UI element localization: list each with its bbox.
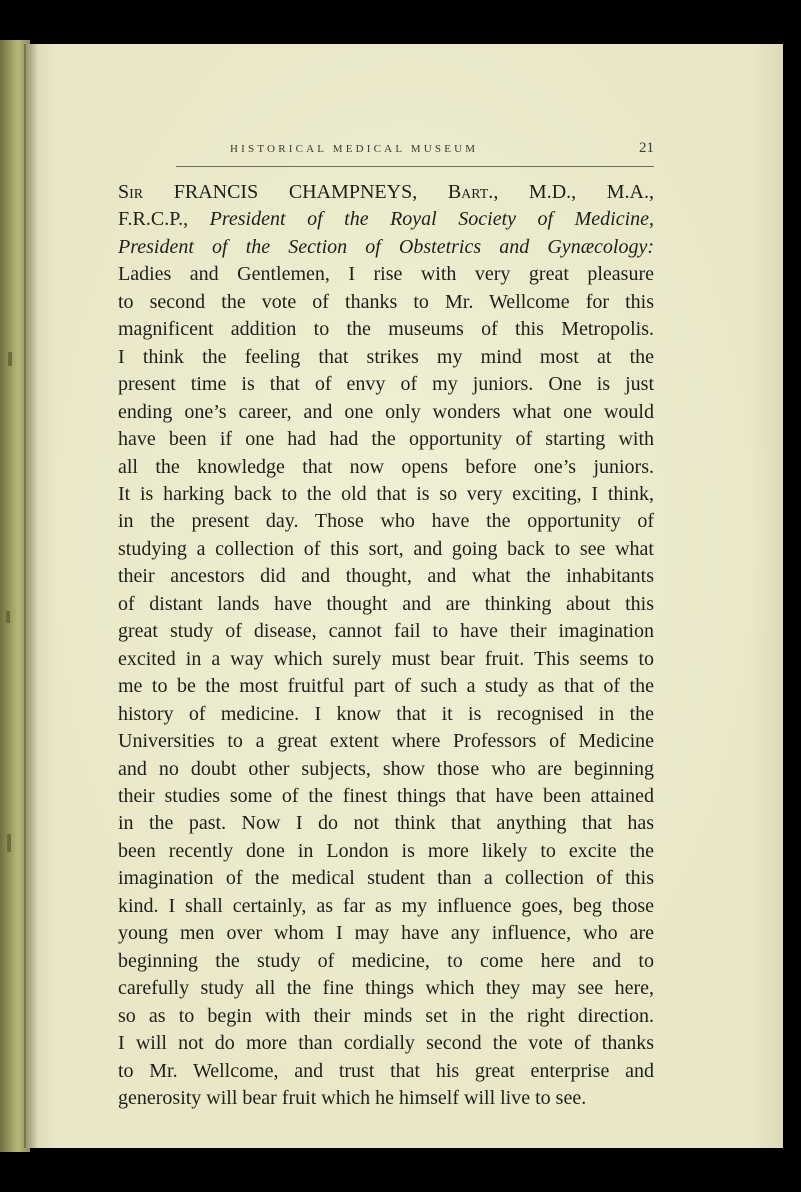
text-line	[118, 591, 654, 618]
text-line	[118, 344, 654, 371]
text-line	[118, 234, 654, 261]
text-run: F.R.C.P.,	[118, 208, 210, 231]
text-line	[118, 563, 654, 590]
text-run: generosity will bear fruit which he himself will live to see.	[118, 1086, 587, 1109]
text-run: their ancestors did and thought, and what the inhabitants	[118, 565, 654, 588]
text-line	[118, 426, 654, 453]
text-run: studying a collection of this sort, and going back to see what	[118, 537, 654, 560]
text-run: so as to begin with their minds set in the right direction.	[118, 1004, 654, 1027]
text-run: beginning the study of medicine, to come here and to	[118, 949, 654, 972]
text-line	[118, 508, 654, 535]
text-run: great study of disease, cannot fail to have their imagination	[118, 620, 654, 643]
text-run: Universities to a great extent where Professors of Medicine	[118, 730, 654, 753]
text-line	[118, 948, 654, 975]
text-line	[118, 618, 654, 645]
margin-mark	[8, 352, 12, 366]
text-line	[118, 536, 654, 563]
text-run: , M.D., M.A.,	[493, 181, 654, 203]
text-line	[118, 756, 654, 783]
text-run: in the past. Now I do not think that anything that has	[118, 812, 654, 835]
text-line	[118, 289, 654, 316]
text-run: of distant lands have thought and are thinking about this	[118, 592, 654, 615]
body-text	[118, 179, 654, 1112]
text-run: FRANCIS CHAMPNEYS,	[143, 181, 448, 203]
text-run: and no doubt other subjects, show those who are beginning	[118, 757, 654, 780]
page-number: 21	[639, 140, 654, 156]
italic-text: President of the Section of Obstetrics and Gynæcology:	[118, 235, 654, 258]
text-run: ,	[649, 208, 655, 231]
text-run: It is harking back to the old that is so very exciting, I think,	[118, 482, 654, 505]
text-line	[118, 481, 654, 508]
small-caps-text: Sir	[118, 181, 144, 203]
text-run: their studies some of the finest things that have been attained	[118, 784, 654, 807]
text-line	[118, 1085, 654, 1112]
header-rule	[176, 166, 654, 167]
text-run: have been if one had had the opportunity of starting with	[118, 428, 654, 451]
margin-mark	[6, 611, 10, 623]
text-run: magnificent addition to the museums of this Metropolis.	[118, 318, 654, 341]
text-run: present time is that of envy of my juniors. One is just	[118, 373, 654, 396]
page-gutter-shadow	[24, 44, 38, 1148]
text-line	[118, 261, 654, 288]
text-line	[118, 179, 654, 206]
text-line	[118, 454, 654, 481]
text-run: kind. I shall certainly, as far as my influence goes, beg those	[118, 894, 654, 917]
text-line	[118, 673, 654, 700]
text-run: me to be the most fruitful part of such a study as that of the	[118, 675, 654, 698]
text-run: ending one’s career, and one only wonders what one would	[118, 400, 654, 423]
text-run: history of medicine. I know that it is recognised in the	[118, 702, 654, 725]
text-line	[118, 1058, 654, 1085]
text-run: to second the vote of thanks to Mr. Wellcome for this	[118, 290, 654, 313]
text-line	[118, 893, 654, 920]
text-line	[118, 206, 654, 233]
text-line	[118, 399, 654, 426]
text-line	[118, 920, 654, 947]
text-line	[118, 316, 654, 343]
text-line	[118, 728, 654, 755]
text-run: been recently done in London is more likely to excite the	[118, 839, 654, 862]
text-run: imagination of the medical student than a collection of this	[118, 867, 654, 890]
text-line	[118, 646, 654, 673]
text-line	[118, 865, 654, 892]
running-head	[230, 140, 654, 159]
text-run: excited in a way which surely must bear fruit. This seems to	[118, 647, 654, 670]
text-run: Ladies and Gentlemen, I rise with very great pleasure	[118, 263, 654, 286]
running-title: HISTORICAL MEDICAL MUSEUM	[230, 143, 479, 155]
margin-mark	[7, 834, 11, 852]
text-run: I will not do more than cordially second the vote of thanks	[118, 1032, 654, 1055]
text-line	[118, 1030, 654, 1057]
text-run: to Mr. Wellcome, and trust that his great enterprise and	[118, 1059, 654, 1082]
text-line	[118, 701, 654, 728]
text-line	[118, 838, 654, 865]
small-caps-text: Bart.	[447, 181, 494, 203]
text-line	[118, 371, 654, 398]
text-run: all the knowledge that now opens before one’s juniors.	[118, 455, 654, 478]
text-line	[118, 1003, 654, 1030]
text-line	[118, 810, 654, 837]
text-run: I think the feeling that strikes my mind most at the	[118, 345, 654, 368]
text-run: in the present day. Those who have the opportunity of	[118, 510, 654, 533]
text-run: carefully study all the fine things which they may see here,	[118, 977, 654, 1000]
italic-text: President of the Royal Society of Medicine	[209, 208, 650, 231]
text-run: young men over whom I may have any influence, who are	[118, 922, 654, 945]
text-line	[118, 783, 654, 810]
text-line	[118, 975, 654, 1002]
